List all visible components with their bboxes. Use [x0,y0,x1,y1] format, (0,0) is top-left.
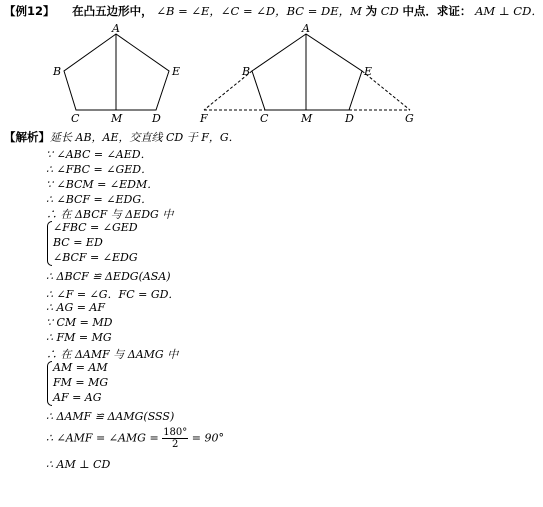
angle-numerator: 180° [163,427,188,438]
left-label-c: C [71,112,80,125]
solution-step-7: ∴ ∠F = ∠G．FC = GD． [46,288,180,301]
system-1-line-3: ∠BCF = ∠EDG [53,251,138,264]
system-2-line-1: AM = AM [53,361,108,374]
right-label-c: C [260,112,269,125]
problem-text-1: 在凸五边形中， [72,4,153,18]
right-pentagon-figure [199,22,414,125]
solution-intro: 延长 AB，AE，交直线 CD 于 F，G． [50,131,240,144]
angle-denominator: 2 [172,439,179,450]
solution-step-6: ∴ ΔBCF ≌ ΔEDG(ASA) [46,270,171,283]
system-1-brace [47,221,52,266]
system-1-line-1: ∠FBC = ∠GED [53,221,138,234]
left-label-m: M [111,112,123,125]
solution-tag: 【解析】 [4,130,50,144]
right-label-b: B [242,65,251,78]
system-2-line-3: AF = AG [53,391,102,404]
solution-step-5: ∴ 在 ΔBCF 与 ΔEDG 中 [46,208,174,221]
right-label-f: F [200,112,208,125]
system-2-line-2: FM = MG [53,376,109,389]
angle-result: = 90° [191,431,224,445]
right-label-d: D [345,112,354,125]
right-label-g: G [405,112,414,125]
problem-text-3: 中点．求证： [402,4,472,18]
right-pentagon [252,34,362,110]
solution-angle-line [46,427,224,450]
solution-step-10: ∴ FM = MG [46,331,112,344]
solution-step-4: ∴ ∠BCF = ∠EDG． [46,193,153,206]
left-pentagon-figure [52,22,180,125]
left-label-d: D [152,112,161,125]
right-label-e: E [364,65,373,78]
right-label-a: A [302,22,310,35]
problem-cond-2: CD [380,4,399,18]
solution-step-9: ∵ CM = MD [46,316,113,329]
problem-goal: AM ⊥ CD． [475,4,543,18]
angle-line-prefix: ∴ ∠AMF = ∠AMG = [46,431,159,445]
solution-conclusion: ∴ AM ⊥ CD [46,458,111,471]
system-2-brace [47,361,52,406]
pentagon-figures [0,0,493,130]
left-label-a: A [112,22,120,35]
solution-step-2: ∴ ∠FBC = ∠GED． [46,163,153,176]
left-label-b: B [53,65,62,78]
left-label-e: E [172,65,181,78]
problem-tag: 【例12】 [4,4,55,18]
solution-step-11: ∴ 在 ΔAMF 与 ΔAMG 中 [46,348,179,361]
solution-step-1: ∵ ∠ABC = ∠AED． [46,148,152,161]
solution-heading [4,129,240,145]
solution-step-12: ∴ ΔAMF ≌ ΔAMG(SSS) [46,410,175,423]
problem-cond-1: ∠B = ∠E，∠C = ∠D，BC = DE，M [156,4,362,18]
solution-step-8: ∴ AG = AF [46,301,106,314]
right-label-m: M [301,112,313,125]
solution-step-3: ∵ ∠BCM = ∠EDM． [46,178,159,191]
problem-text-2: 为 [365,4,378,18]
angle-fraction [162,427,188,450]
system-1-line-2: BC = ED [53,236,103,249]
